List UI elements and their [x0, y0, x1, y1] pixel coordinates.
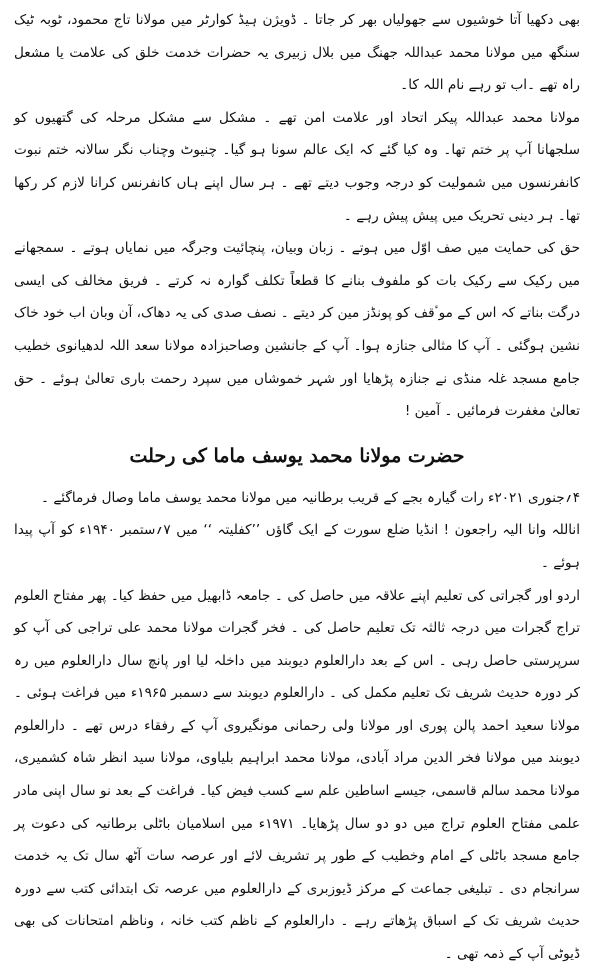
paragraph-education-career: اردو اور گجراتی کی تعلیم اپنے علاقہ میں حاصل کی ۔ جامعہ ڈابھیل میں حفظ کیا۔ پھر مفتاح العلوم تراج گجرات میں درجہ ثالثہ تک تعلیم حاصل کی ۔ فخر گجرات مولانا محمد علی تراجی کی آپ کو سرپرستی حاصل رہی ۔ اس کے بعد دارالعلوم دیوبند میں داخلہ لیا اور پانچ سال دارالعلوم میں رہ کر دورہ حدیث شریف تک تعلیم مکمل کی ۔ دارالعلوم دیوبند سے دسمبر ۱۹۶۵ء میں فراغت ہوئی ۔ مولانا سعید احمد پالن پوری اور مولانا ولی رحمانی مونگیروی آپ کے رفقاء درس تھے ۔ دارالعلوم دیوبند میں مولانا فخر الدین مراد آبادی، مولانا محمد ابراہیم بلیاوی، مولانا سید انظر شاہ کشمیری، مولانا محمد سالم قاسمی، جیسے اساطین علم سے کسب فیض کیا۔ فراغت کے بعد نو سال اپنی مادر علمی مفتاح العلوم تراج میں دو دو سال پڑھایا۔ ۱۹۷۱ء میں اسلامیان باٹلی برطانیہ کی دعوت پر جامع مسجد باٹلی کے امام وخطیب کے طور پر تشریف لائے اور عرصہ سات آٹھ سال تک یہ خدمت سرانجام دی ۔ تبلیغی جماعت کے مرکز ڈیوزبری کے دارالعلوم میں عرصہ تک ابتدائی کتب سے دورہ حدیث شریف تک کے اسباق پڑھاتے رہے ۔ دارالعلوم کے ناظم کتب خانہ ، وناظم امتحانات کی بھی ڈیوٹی آپ کے ذمہ تھی ۔: [14, 587, 580, 963]
paragraph-birth: اناللہ وانا الیہ راجعون ! انڈیا ضلع سورت کے ایک گاؤں ’’کفلیتہ ‘‘ میں ۷؍ستمبر ۱۹۴۰ء کو آپ پیدا ہوئے ۔: [14, 522, 580, 571]
paragraph-maulana-abdullah: مولانا محمد عبداللہ پیکر اتحاد اور علامت امن تھے ۔ مشکل سے مشکل مرحلہ کی گتھیوں کو سلجھانا آپ پر ختم تھا۔ وہ کیا گئے کہ ایک عالم سونا ہو گیا۔ چنیوٹ وچناب نگر سالانہ ختم نبوت کانفرنسوں میں شمولیت کو درجہ وجوب دیتے تھے ۔ ہر سال اپنے ہاں کانفرنس کرانا لازم کر رکھا تھا۔ ہر دینی تحریک میں پیش پیش رہے ۔: [14, 109, 580, 224]
document-page: [14, 0, 580, 963]
paragraph-community-leaders: بھی دکھیا آتا خوشیوں سے جھولیاں بھر کر جاتا ۔ ڈویژن ہیڈ کوارٹر میں مولانا تاج محمود، ٹوبہ ٹیک سنگھ میں مولانا محمد عبداللہ جھنگ میں بلال زبیری یہ حضرات خدمت خلق کی علامت یا مشعل راہ تھے ۔اب تو رہے نام اللہ کا۔: [14, 12, 580, 94]
paragraph-death-date: ۴؍جنوری ۲۰۲۱ء رات گیارہ بجے کے قریب برطانیہ میں مولانا محمد یوسف ماما وصال فرماگئے ۔: [41, 489, 580, 506]
section-heading: حضرت مولانا محمد یوسف ماما کی رحلت: [129, 444, 465, 467]
paragraph-funeral: حق کی حمایت میں صف اوّل میں ہوتے ۔ زبان وبیان، پنچائیت وجرگہ میں نمایاں ہوتے ۔ سمجھانے میں رکیک سے رکیک بات کو ملفوف بنانے کا قطعاً تکلف گوارہ نہ کرتے ۔ فریق مخالف کی ایسی درگت بناتے کہ اس کے موٴقف کو پونڈز مین کر دیتے ۔ نصف صدی کی یہ دھاک، آن وبان اب خود خاک نشین ہوگئی ۔ آپ کا مثالی جنازہ ہوا۔ آپ کے جانشین وصاحبزادہ مولانا سعد اللہ لدھیانوی خطیب جامع مسجد غلہ منڈی نے جنازہ پڑھایا اور شہر خموشاں میں سپرد رحمت باری تعالیٰ ہوئے ۔ حق تعالیٰ مغفرت فرمائیں ۔ آمین !: [14, 240, 580, 420]
